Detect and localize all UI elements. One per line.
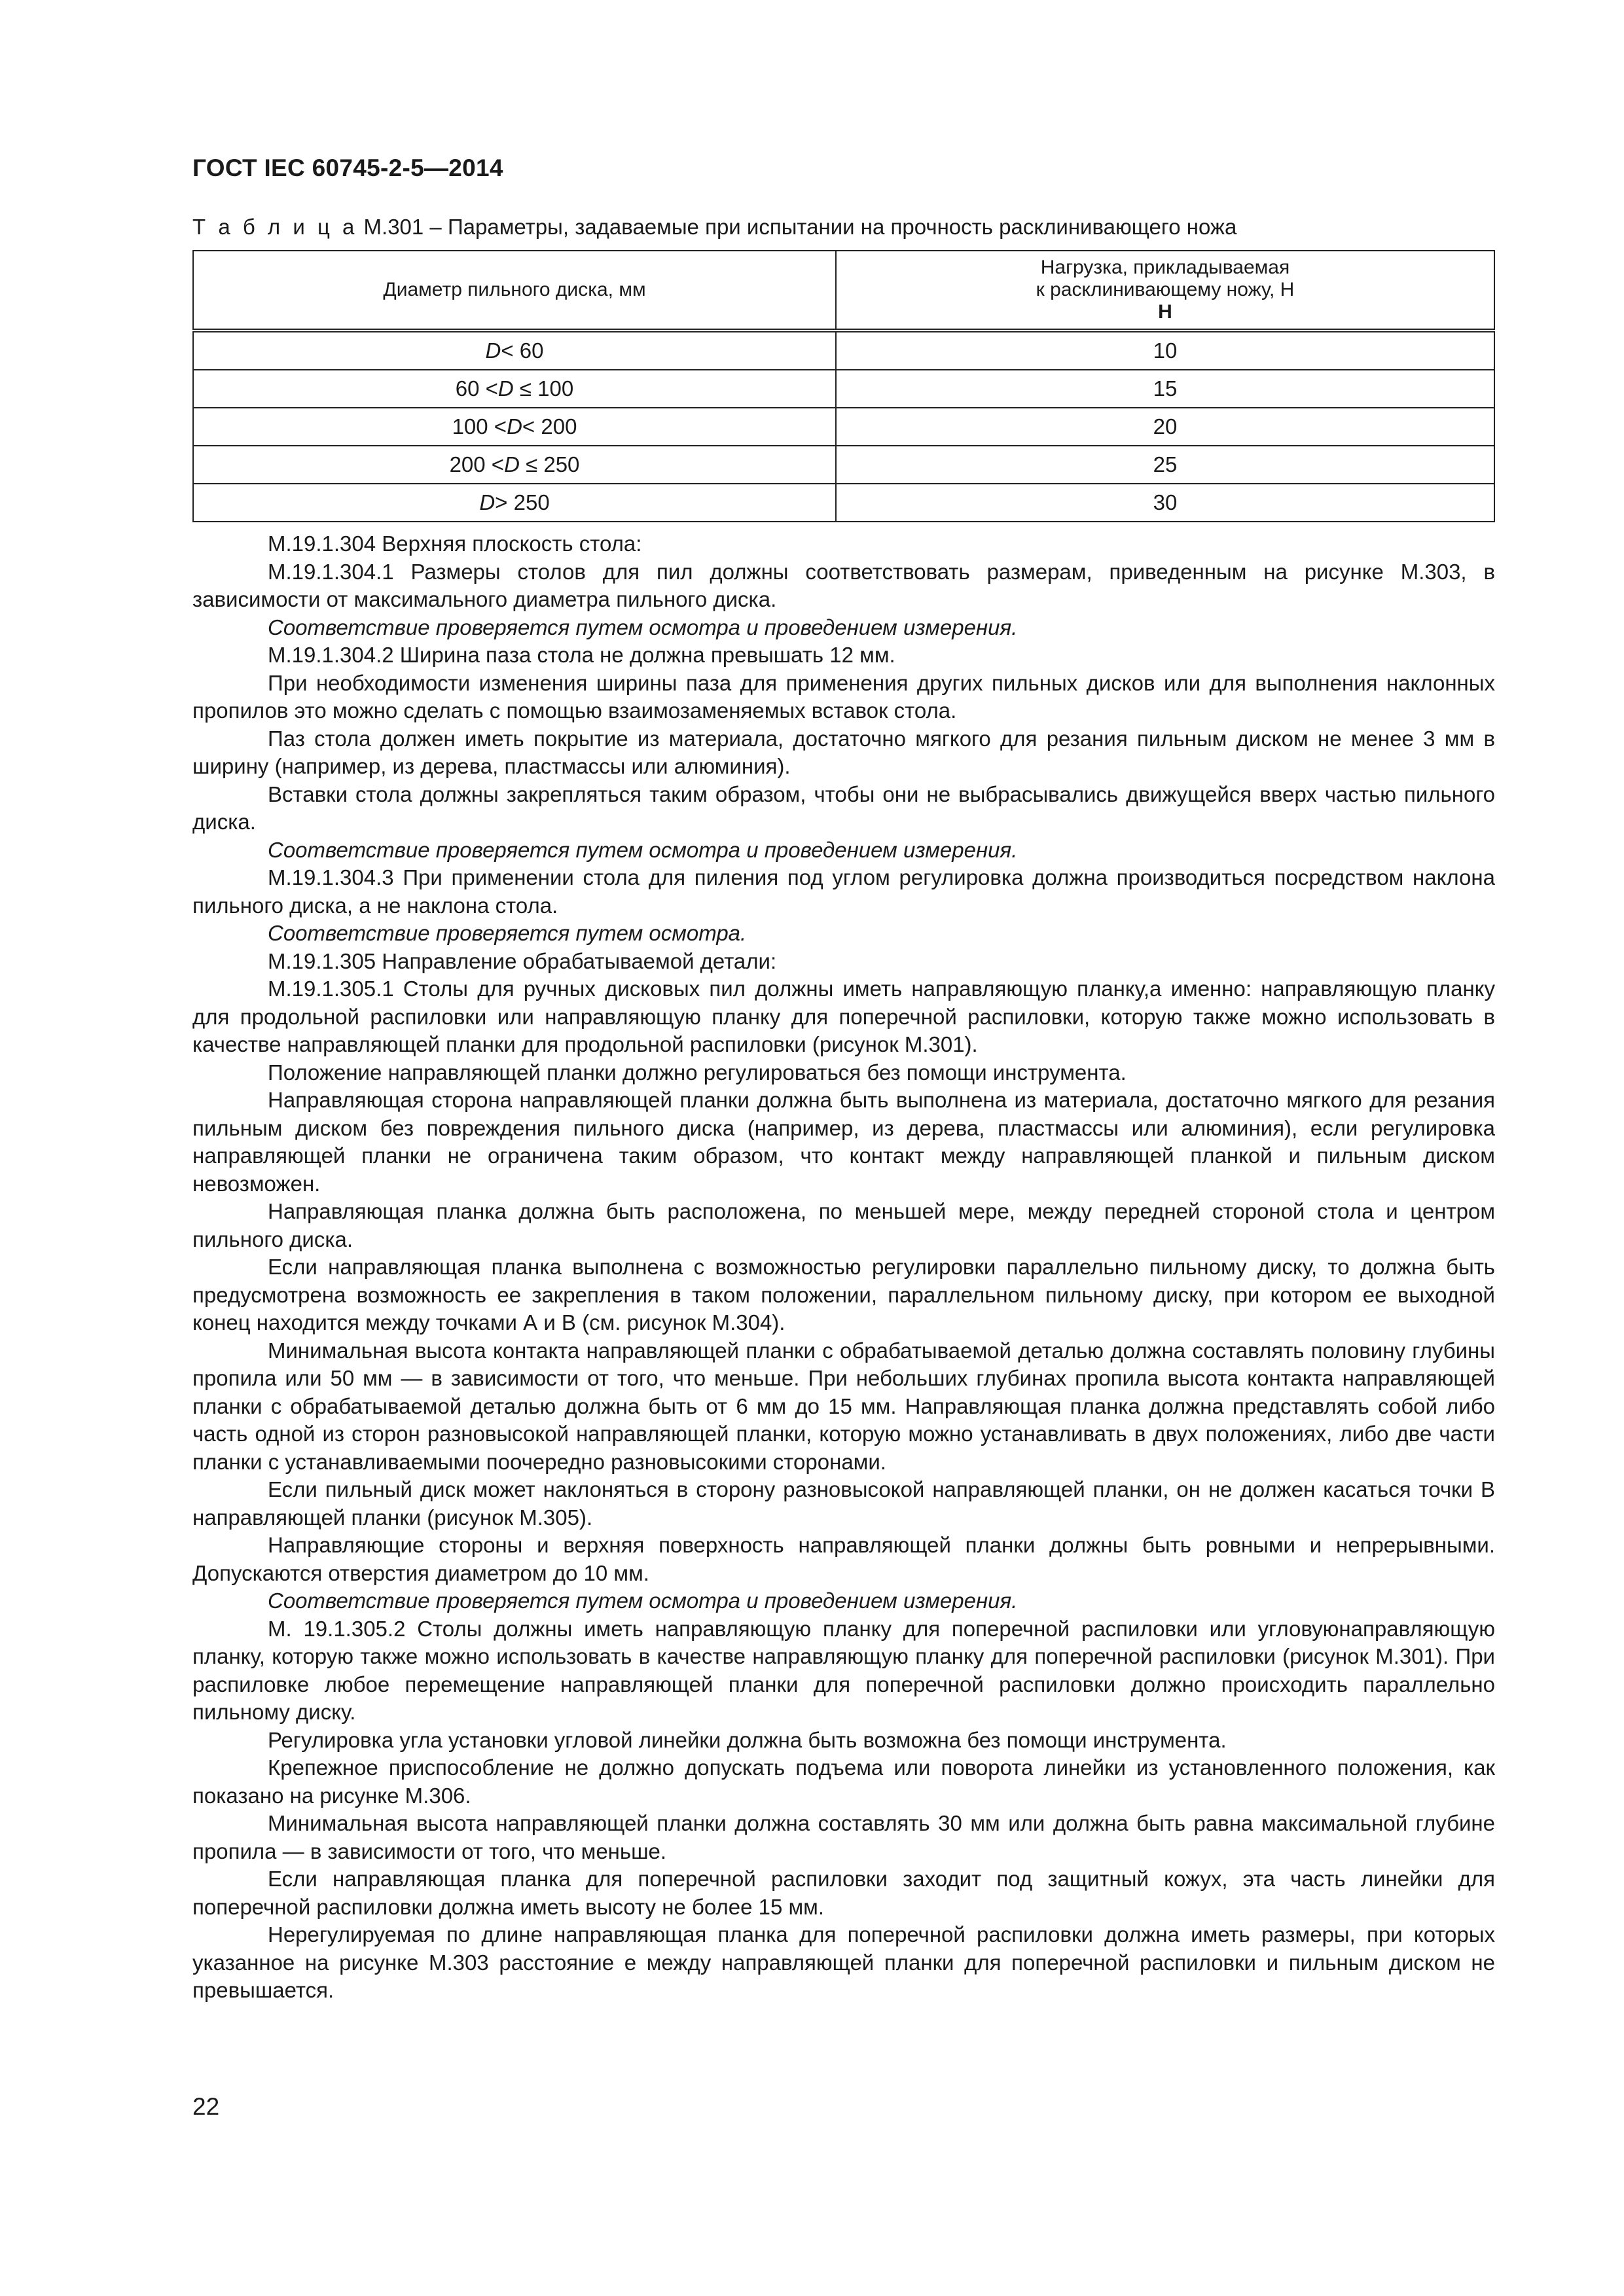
- paragraph: Если направляющая планка выполнена с возможностью регулировки параллельно пильному диску, то должна быть предусмотрена возможность ее закрепления в таком положении, параллельном пильному диску, при котором ее выходной конец находится между точками А и В (см. рисунок М.304).: [192, 1255, 1495, 1335]
- table-row: [193, 484, 1494, 522]
- conformity-note: Соответствие проверяется путем осмотра и проведением измерения.: [268, 615, 1018, 639]
- paragraph: М.19.1.305 Направление обрабатываемой детали:: [268, 948, 777, 973]
- table-row: [193, 446, 1494, 484]
- paragraph: Положение направляющей планки должно регулироваться без помощи инструмента.: [268, 1060, 1127, 1085]
- paragraph: Если направляющая планка для поперечной распиловки заходит под защитный кожух, эта часть линейки для поперечной распиловки должна иметь высоту не более 15 мм.: [192, 1867, 1495, 1919]
- conformity-note: Соответствие проверяется путем осмотра и проведением измерения.: [268, 1588, 1018, 1613]
- paragraph: Направляющие стороны и верхняя поверхность направляющей планки должны быть ровными и непрерывными. Допускаются отверстия диаметром до 10 мм.: [192, 1533, 1495, 1585]
- paragraph: Крепежное приспособление не должно допускать подъема или поворота линейки из установленного положения, как показано на рисунке М.306.: [192, 1755, 1495, 1808]
- header-load-unit: Н: [1158, 301, 1172, 323]
- cell-load: 10: [836, 331, 1494, 370]
- table-header-row: [193, 251, 1494, 331]
- paragraph: Направляющая планка должна быть расположена, по меньшей мере, между передней стороной стола и центром пильного диска.: [192, 1199, 1495, 1251]
- paragraph: Нерегулируемая по длине направляющая планка для поперечной распиловки должна иметь размеры, при которых указанное на рисунке М.303 расстояние е между направляющей планки для поперечной распиловки и пильным диском не превышается.: [192, 1922, 1495, 2002]
- cell-load: 30: [836, 484, 1494, 522]
- header-diameter: Диаметр пильного диска, мм: [193, 251, 836, 331]
- cell-diameter: 100 <D< 200: [193, 408, 836, 446]
- paragraph: М.19.1.304.2 Ширина паза стола не должна превышать 12 мм.: [268, 643, 895, 667]
- paragraph: Минимальная высота контакта направляющей планки с обрабатываемой деталью должна составлять половину глубины пропила или 50 мм — в зависимости от того, что меньше. При небольших глубинах пропила высота контакта направляющей планки с обрабатываемой деталью должна быть от 6 мм до 15 мм. Направляющая планка должна представлять собой либо часть одной из сторон разновысокой направляющей планки, которую можно устанавливать в двух положениях, либо две части планки с устанавливаемыми поочередно разновысокими сторонами.: [192, 1338, 1495, 1474]
- paragraph: М.19.1.304 Верхняя плоскость стола:: [268, 531, 642, 556]
- parameters-table: [192, 250, 1495, 522]
- header-load: [836, 251, 1494, 331]
- paragraph: При необходимости изменения ширины паза для применения других пильных дисков или для выполнения наклонных пропилов это можно сделать с помощью взаимозаменяемых вставок стола.: [192, 670, 1495, 723]
- cell-diameter: 200 <D ≤ 250: [193, 446, 836, 484]
- conformity-note: Соответствие проверяется путем осмотра и проведением измерения.: [268, 837, 1018, 862]
- table-row: [193, 331, 1494, 370]
- conformity-note: Соответствие проверяется путем осмотра.: [268, 921, 747, 945]
- table-caption-text: М.301 – Параметры, задаваемые при испытании на прочность расклинивающего ножа: [357, 215, 1237, 239]
- cell-load: 25: [836, 446, 1494, 484]
- cell-diameter: D< 60: [193, 331, 836, 370]
- header-load-line1: Нагрузка, прикладываемая: [1040, 257, 1290, 278]
- paragraph: М. 19.1.305.2 Столы должны иметь направляющую планку для поперечной распиловки или угловуюнаправляющую планку, которую также можно использовать в качестве направляющую планку для поперечной распиловки (рисунок М.301). При распиловке любое перемещение направляющей планки для поперечной распиловки должно происходить параллельно пильному диску.: [192, 1616, 1495, 1724]
- paragraph: Паз стола должен иметь покрытие из материала, достаточно мягкого для резания пильным диском не менее 3 мм в ширину (например, из дерева, пластмассы или алюминия).: [192, 726, 1495, 778]
- table-caption: [192, 215, 1436, 240]
- body-text: [192, 530, 1495, 2005]
- paragraph: М.19.1.304.1 Размеры столов для пил должны соответствовать размерам, приведенным на рисунке М.303, в зависимости от максимального диаметра пильного диска.: [192, 559, 1495, 611]
- table-body: [193, 331, 1494, 522]
- paragraph: Минимальная высота направляющей планки должна составлять 30 мм или должна быть равна максимальной глубине пропила — в зависимости от того, что меньше.: [192, 1811, 1495, 1863]
- cell-diameter: 60 <D ≤ 100: [193, 370, 836, 408]
- page-number: 22: [192, 2093, 220, 2120]
- paragraph: Вставки стола должны закрепляться таким образом, чтобы они не выбрасывались движущейся вверх частью пильного диска.: [192, 781, 1495, 834]
- table-caption-label: Т а б л и ц а: [192, 215, 358, 239]
- paragraph: Если пильный диск может наклоняться в сторону разновысокой направляющей планки, он не должен касаться точки В направляющей планки (рисунок М.305).: [192, 1477, 1495, 1530]
- paragraph: Направляющая сторона направляющей планки должна быть выполнена из материала, достаточно мягкого для резания пильным диском без повреждения пильного диска (например, из дерева, пластмассы или алюминия), если регулировка направляющей планки не ограничена таким образом, что контакт между направляющей планкой и пильным диском невозможен.: [192, 1088, 1495, 1196]
- table-row: [193, 370, 1494, 408]
- document-header: ГОСТ IEC 60745-2-5—2014: [192, 154, 503, 181]
- paragraph: Регулировка угла установки угловой линейки должна быть возможна без помощи инструмента.: [268, 1727, 1227, 1752]
- paragraph: М.19.1.304.3 При применении стола для пиления под углом регулировка должна производиться посредством наклона пильного диска, а не наклона стола.: [192, 865, 1495, 918]
- cell-load: 15: [836, 370, 1494, 408]
- cell-diameter: D> 250: [193, 484, 836, 522]
- paragraph: М.19.1.305.1 Столы для ручных дисковых пил должны иметь направляющую планку,а именно: направляющую планку для продольной распиловки или направляющую планку для поперечной распиловки, которую также можно использовать в качестве направляющей планки для продольной распиловки (рисунок М.301).: [192, 977, 1495, 1056]
- table-row: [193, 408, 1494, 446]
- cell-load: 20: [836, 408, 1494, 446]
- header-load-line2: к расклинивающему ножу, Н: [1036, 279, 1295, 300]
